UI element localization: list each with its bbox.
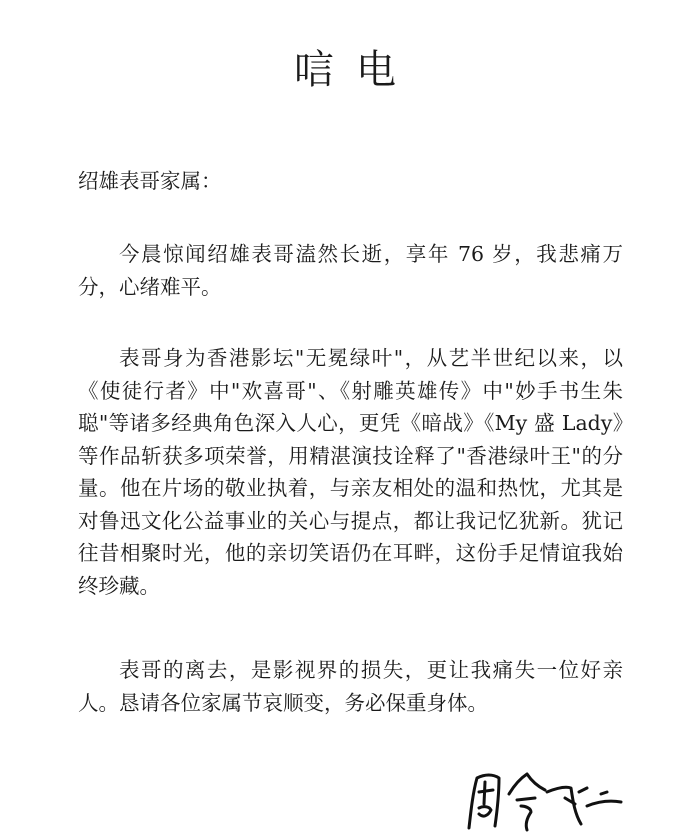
paragraph-career-tribute: 表哥身为香港影坛"无冕绿叶"，从艺半世纪以来，以《使徒行者》中"欢喜哥"、《射雕英雄传》中"妙手书生朱聪"等诸多经典角色深入人心，更凭《暗战》《My 盛 Lady》等作品斩获多项荣誉，用精湛演技诠释了"香港绿叶王"的分量。他在片场的敬业执着，与亲友相处的温和热忱，尤其是对鲁迅文化公益事业的关心与提点，都让我记忆犹新。犹记往昔相聚时光，他的亲切笑语仍在耳畔，这份手足情谊我始终珍藏。: [78, 346, 623, 598]
document-title: 唁电: [294, 47, 418, 93]
paragraph-closing: 表哥的离去，是影视界的损失，更让我痛失一位好亲人。恳请各位家属节哀顺变，务必保重身体。: [78, 658, 623, 715]
salutation: 绍雄表哥家属：: [78, 169, 222, 193]
handwritten-signature: [455, 762, 625, 832]
paragraph-condolence-opening: 今晨惊闻绍雄表哥溘然长逝，享年 76 岁，我悲痛万分，心绪难平。: [78, 242, 623, 299]
